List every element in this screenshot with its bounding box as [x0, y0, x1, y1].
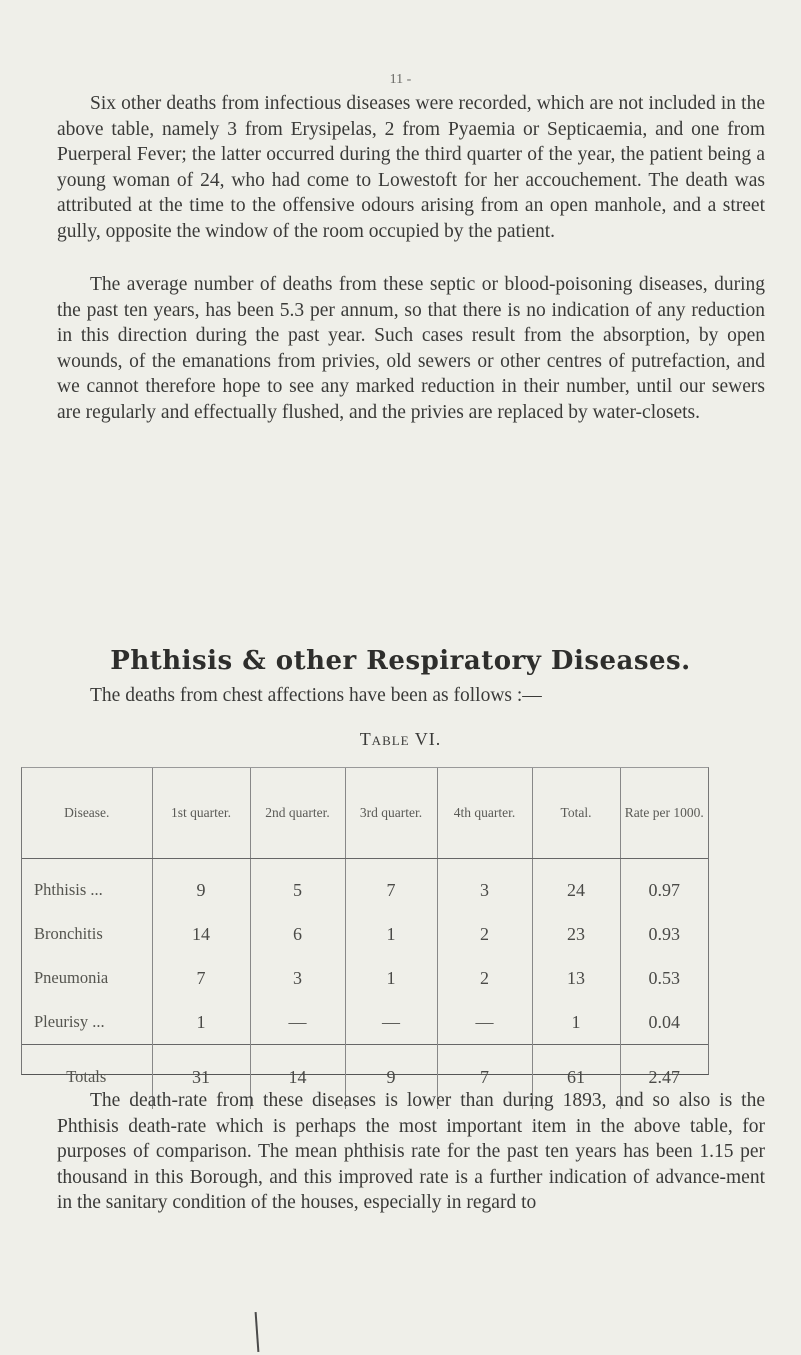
header-q3: 3rd quarter. [345, 768, 437, 859]
cell-q1: 1 [152, 1000, 250, 1045]
header-q2: 2nd quarter. [250, 768, 345, 859]
cell-total: 13 [532, 956, 620, 1000]
cell-rate: 0.93 [648, 923, 680, 944]
cell-q1: 9 [152, 859, 250, 913]
cell-rate: 0.53 [648, 967, 680, 988]
respiratory-table [21, 767, 709, 1087]
cell-q4: 3 [437, 859, 532, 913]
header-total: Total. [532, 768, 620, 859]
cell-disease: Totals [22, 1045, 152, 1110]
cell-total: 61 [532, 1045, 620, 1110]
cell-total: 23 [532, 912, 620, 956]
table-row [22, 912, 708, 956]
section-heading: Phthisis & other Respiratory Diseases. [110, 646, 691, 676]
cell-q1: 7 [152, 956, 250, 1000]
page-number: 11 - [389, 72, 412, 87]
cell-disease: Phthisis ... [22, 859, 152, 913]
cell-q2: 5 [250, 859, 345, 913]
cell-disease: Bronchitis [22, 912, 152, 956]
cell-q2: — [250, 1000, 345, 1045]
table-intro: The deaths from chest affections have been as follows :— [90, 685, 542, 706]
cell-q3: 7 [345, 859, 437, 913]
cell-rate: 0.97 [648, 879, 680, 900]
table-title: Table VI. [359, 729, 442, 749]
header-rate: Rate per 1000. [620, 768, 708, 859]
table-row [22, 859, 708, 913]
cell-q2: 6 [250, 912, 345, 956]
paragraph-septic-average: The average number of deaths from these septic or blood-poisoning diseases, during the past ten years, has been 5.3 per annum, so that there is no indication of any reduction in this direction during the past year. Such cases result from the absorption, by open wounds, of the emanations from privies, old sewers or other centres of putrefaction, and we cannot therefore hope to see any marked reduction in their number, until our sewers are regularly and effectually flushed, and the privies are replaced by water-closets. [57, 274, 765, 423]
cell-disease: Pneumonia [22, 956, 152, 1000]
cell-q3: — [345, 1000, 437, 1045]
cell-q4: — [437, 1000, 532, 1045]
header-disease: Disease. [22, 768, 152, 859]
paragraph-death-rate: The death-rate from these diseases is lower than during 1893, and so also is the Phthisis death-rate which is perhaps the most important item in the above table, for purposes of comparison. The mean phthisis rate for the past ten years has been 1.15 per thousand in this Borough, and this improved rate is a further indication of advance-ment in the sanitary condition of the houses, especially in regard to [57, 1090, 765, 1214]
cell-q4: 2 [437, 912, 532, 956]
cell-rate: 2.47 [620, 1045, 708, 1110]
cell-total: 24 [532, 859, 620, 913]
cell-q3: 1 [345, 956, 437, 1000]
cell-q3: 9 [345, 1045, 437, 1110]
table-row [22, 1000, 708, 1045]
page-edge-mark [255, 1312, 260, 1352]
table-row [22, 956, 708, 1000]
cell-q3: 1 [345, 912, 437, 956]
cell-total: 1 [532, 1000, 620, 1045]
paragraph-septic-deaths: Six other deaths from infectious diseases were recorded, which are not included in the above table, namely 3 from Erysipelas, 2 from Pyaemia or Septicaemia, and one from Puerperal Fever; the latter occurred during the third quarter of the year, the patient being a young woman of 24, who had come to Lowestoft for her accouchement. The death was attributed at the time to the offensive odours arising from an open manhole, and a street gully, opposite the window of the room occupied by the patient. [57, 93, 765, 242]
cell-q1: 14 [152, 912, 250, 956]
cell-q1: 31 [152, 1045, 250, 1110]
cell-q2: 14 [250, 1045, 345, 1110]
table-header-row [22, 768, 708, 859]
header-q1: 1st quarter. [152, 768, 250, 859]
cell-q2: 3 [250, 956, 345, 1000]
cell-disease: Pleurisy ... [22, 1000, 152, 1045]
cell-rate: 0.04 [648, 1011, 680, 1032]
header-q4: 4th quarter. [437, 768, 532, 859]
cell-q4: 2 [437, 956, 532, 1000]
cell-q4: 7 [437, 1045, 532, 1110]
